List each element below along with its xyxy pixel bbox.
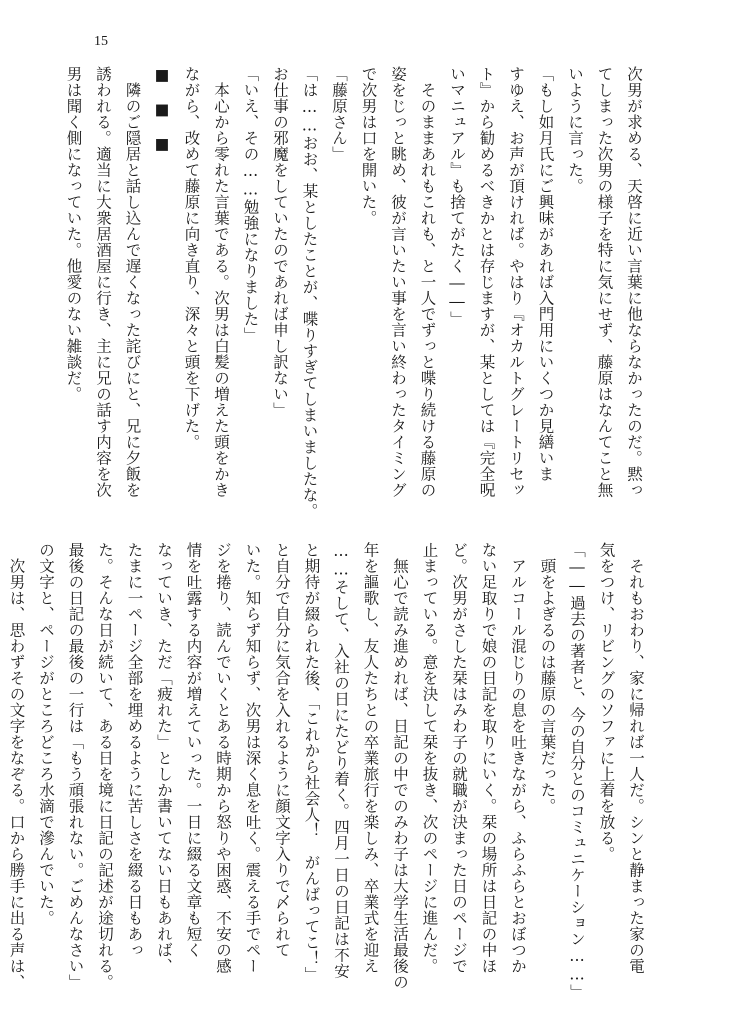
text-line: ど。次男がさした栞はみわ子の就職が決まった日のページで [450,542,468,974]
lower-text-block [7,542,650,1000]
text-line: 「いえ、その……勉強になりました」 [241,66,260,343]
text-line: いマニュアル』も捨てがたく――」 [448,66,466,327]
text-line: てしまった次男の様子を特に気にせず、藤原はなんてこと無 [595,66,614,498]
text-line: ない足取りで娘の日記を取りにいく。栞の場所は日記の中ほ [479,542,498,974]
text-line: 「藤原さん」 [330,66,348,162]
text-line: 「――過去の著者と、今の自分とのコミュニケーション……」 [568,542,586,1000]
text-line: ト』から勧めるべきかとは存じますが、某としては『完全呪 [477,66,496,498]
text-line: それもおわり、家に帰れば一人だ。シンと静まった家の電 [627,542,645,974]
text-line: た。そんな日が続いて、ある日を境に日記の記述が途切れる。 [96,542,114,990]
text-line: 止まっている。意を決して栞を抜き、次のページに進んだ。 [420,542,439,974]
text-line: の文字と、ページがところどころ水滴で滲んでいた。 [37,542,55,926]
text-line: と期待が綴られた後、「これから社会人！ がんばってこ！」 [302,542,321,983]
text-line: 姿をじっと眺め、彼が言いたい事を言い終わったタイミング [389,66,407,498]
text-line: そのままあれもこれも、と一人でずっと喋り続ける藤原の [418,66,437,498]
text-line: で次男は口を開いた。 [359,66,378,226]
page-number: 15 [94,34,108,49]
text-line: いた。知らず知らず、次男は深く息を吐く。震える手でペー [243,542,262,974]
text-line: 「は……おお、某としたことが、喋りすぎてしまいましたな。 [300,66,319,519]
text-line: ジを捲り、読んでいくとある時期から怒りや困惑、不安の感 [214,542,232,974]
text-line: アルコール混じりの息を吐きながら、ふらふらとおぼつか [509,542,527,974]
text-line: 気をつけ、リビングのソファに上着を放る。 [597,542,616,862]
text-line: 本心から零れた言葉である。次男は白髪の増えた頭をかき [212,66,230,498]
text-line: 「もし如月氏にご興味があれば入門用にいくつか見繕いま [536,66,555,482]
text-line: 次男は、思わずその文字をなぞる。口から勝手に出る声は、 [7,542,26,990]
text-line: ながら、改めて藤原に向き直り、深々と頭を下げた。 [182,66,201,450]
text-line: たまに一ページ全部を埋めるように苦しさを綴る日もあっ [125,542,144,958]
text-line: ……そして、入社の日にたどり着く。四月一日の日記は不安 [332,542,350,979]
text-line: 男は聞く側になっていた。他愛のない雑談だ。 [64,66,83,402]
text-line: 年を謳歌し、友人たちとの卒業旅行を楽しみ、卒業式を迎え [361,542,380,974]
text-line: 隣のご隠居と話し込んで遅くなった詫びにと、兄に夕飯を [123,66,142,498]
text-line: 情を吐露する内容が増えていった。一日に綴る文章も短く [184,542,203,958]
text-line: すゆえ、お声が頂ければ。やはり『オカルトグレートリセッ [507,66,525,498]
scene-break: ■ ■ ■ [153,66,171,154]
text-line: いように言った。 [566,66,584,194]
text-line: なっていき、ただ「疲れた」としか書いてない日もあれば、 [155,542,173,974]
text-line: 無心で読み進めれば、日記の中でのみわ子は大学生活最後の [391,542,409,990]
text-line: 誘われる。適当に大衆居酒屋に行き、主に兄の話す内容を次 [94,66,112,498]
text-line: お仕事の邪魔をしていたのであれば申し訳ない」 [271,66,289,418]
text-line: と自分で自分に気合を入れるように顔文字入りで〆られて [273,542,291,958]
text-line: 次男が求める、天啓に近い言葉に他ならなかったのだ。黙っ [625,66,643,498]
upper-text-block [64,66,648,519]
text-line: 最後の日記の最後の一行は「もう頑張れない。ごめんなさい」 [66,542,85,990]
text-line: 頭をよぎるのは藤原の言葉だった。 [538,542,557,814]
